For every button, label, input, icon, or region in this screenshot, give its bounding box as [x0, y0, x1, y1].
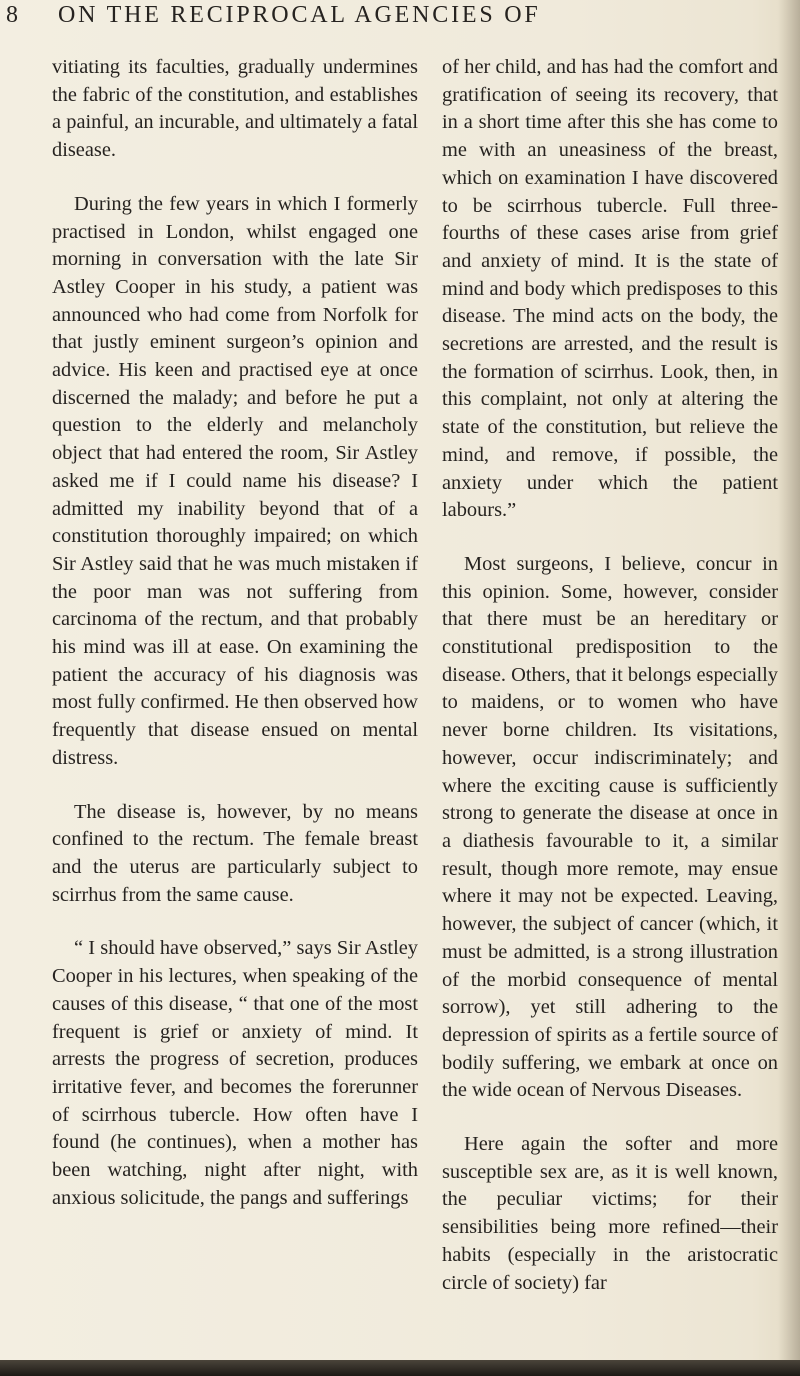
left-paragraph-1: vitiating its faculties, gradually undermines the fabric of the constitution, and establishes a painful, an incurable, and ultimately a fatal disease. [52, 56, 418, 162]
right-paragraph-1: of her child, and has had the comfort and gratification of seeing its recovery, that in a short time after this she has come to me with an uneasiness of the breast, which on examination I have discovered to be scirrhous tubercle. Full three-fourths of these cases arise from grief and anxiety of mind. It is the state of mind and body which predisposes to this disease. The mind acts on the body, the secretions are arrested, and the result is the formation of scirrhus. Look, then, in this complaint, not only at altering the state of the constitution, but relieve the mind, and remove, if possible, the anxiety under which the patient labours.” [442, 56, 778, 522]
right-paragraph-2: Most surgeons, I believe, concur in this opinion. Some, however, consider that there must be an hereditary or constitutional predisposition to the disease. Others, that it belongs especially to maidens, or to women who have never borne children. Its visitations, however, occur indiscriminately; and where the exciting cause is sufficiently strong to generate the disease at once in a diathesis favourable to it, a similar result, though more remote, may ensue where it may not be expected. Leaving, however, the subject of cancer (which, it must be admitted, is a strong illustration of the morbid consequence of mental sorrow), yet still adhering to the depression of spirits as a fertile source of bodily suffering, we embark at once on the wide ocean of Nervous Diseases. [442, 552, 778, 1102]
right-paragraph-3: Here again the softer and more susceptible sex are, as it is well known, the peculiar victims; for their sensibilities being more refined—their habits (especially in the aristocratic circle of society) far [442, 1133, 778, 1294]
left-paragraph-3: The disease is, however, by no means confined to the rectum. The female breast and the uterus are particularly subject to scirrhus from the same cause. [52, 800, 418, 906]
right-column [442, 54, 778, 1323]
left-paragraph-4: “ I should have observed,” says Sir Astley Cooper in his lectures, when speaking of the causes of this disease, “ that one of the most frequent is grief or anxiety of mind. It arrests the progress of secretion, produces irritative fever, and becomes the forerunner of scirrhous tubercle. How often have I found (he continues), when a mother has been watching, night after night, with anxious solicitude, the pangs and sufferings [52, 937, 418, 1209]
page-header [0, 0, 800, 30]
left-paragraph-2: During the few years in which I formerly practised in London, whilst engaged one morning in conversation with the late Sir Astley Cooper in his study, a patient was announced who had come from Norfolk for that justly eminent surgeon’s opinion and advice. His keen and practised eye at once discerned the malady; and before he put a question to the elderly and melancholy object that had entered the room, Sir Astley asked me if I could name his disease? I admitted my inability beyond that of a constitution thoroughly impaired; on which Sir Astley said that he was much mistaken if the poor man was not suffering from carcinoma of the rectum, and that probably his mind was ill at ease. On examining the patient the accuracy of his diagnosis was most fully confirmed. He then observed how frequently that disease ensued on mental distress. [52, 192, 418, 769]
page-number: 8 [6, 2, 19, 28]
page-gutter-shadow [778, 0, 800, 1376]
page-bottom-edge [0, 1360, 800, 1376]
left-column [52, 54, 418, 1238]
running-head: ON THE RECIPROCAL AGENCIES OF [58, 2, 541, 28]
